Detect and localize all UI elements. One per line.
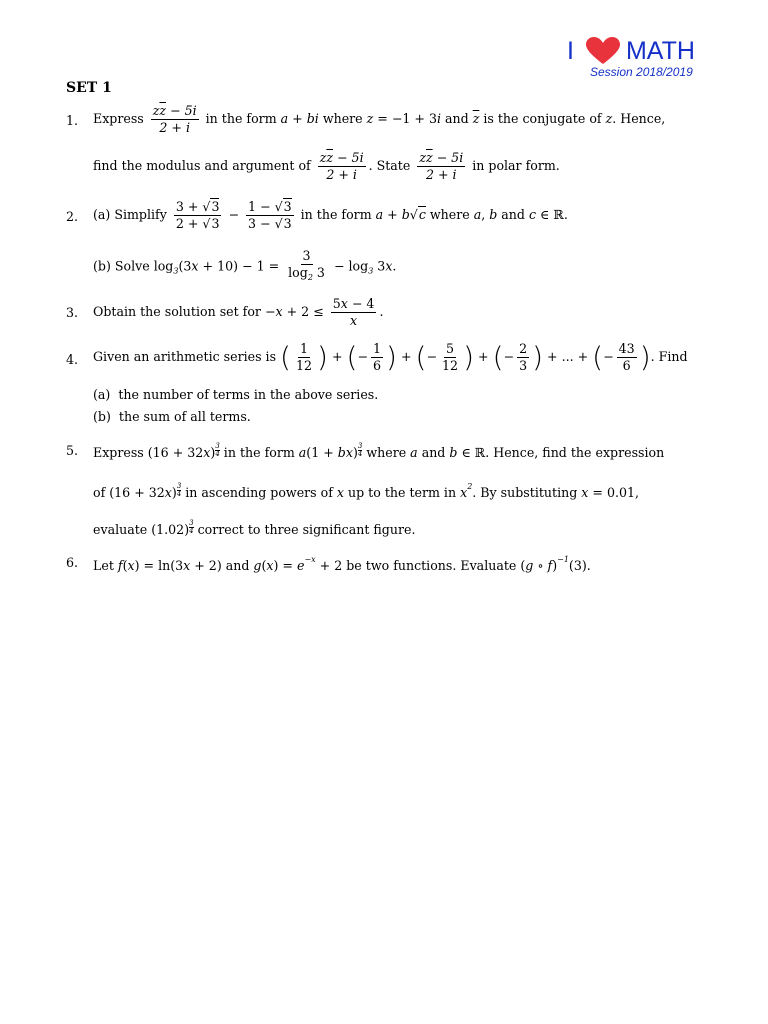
question-line: evaluate (1.02) $\frac{3}{4}$ correct to three significant figure. [93, 519, 416, 537]
question-line: Given an arithmetic series is ( $\frac{1}{12}$ ) + (− $\frac{1}{6}$ ) + (− $\frac{5}{12}$ ) + (− $\frac{2}{3}$ ) + ... + (− $\frac{43}{6}$ ). Find [93, 340, 688, 374]
question-number: 3. [66, 305, 79, 320]
brand-left-text: I [567, 36, 574, 65]
question-line: Express (16 + 32x) $\frac{3}{4}$ in the form a(1 + bx) $\frac{3}{4}$ where a and b ∈ ℝ. Hence, find the expression [93, 442, 665, 460]
question-number: 1. [66, 113, 79, 128]
question-number: 2. [66, 209, 79, 224]
session-label: Session 2018/2019 [590, 65, 693, 79]
brand-right-text: MATH [625, 36, 695, 65]
question-line: Obtain the solution set for −x + 2 ≤ $\frac{5x - 4}{x}$ . [93, 296, 384, 328]
heart-icon [586, 37, 620, 65]
question-line: (b) the sum of all terms. [93, 409, 251, 424]
question-line: Express $\frac{z\overline{z} - 5i}{2 + i}$ in the form a + bi where z = −1 + 3i and $\overline{z}$ is the conjugate of z. Hence, [93, 103, 666, 135]
question-number: 6. [66, 555, 79, 570]
question-line: (b) Solve $\log_3(3x + 10) - 1$ = $\frac{3}{\log_2 3}$ − $\log_3 3x$. [93, 248, 397, 282]
set-title: SET 1 [66, 80, 112, 96]
question-line: (a) Simplify $\frac{3 + √3}{2 + √3}$ − $\frac{1 - √3}{3 - √3}$ in the form a + b√c where a, b and c ∈ ℝ. [93, 199, 568, 231]
question-number: 4. [66, 352, 79, 367]
brand-logo [567, 36, 695, 66]
question-line: Let f(x) = ln(3x + 2) and $g(x) = e^{-x} + 2$ be two functions. Evaluate (g ∘ f)$^{-1}$(3). [93, 555, 591, 573]
question-number: 5. [66, 443, 79, 458]
question-line: (a) the number of terms in the above series. [93, 387, 379, 402]
question-line: of (16 + 32x) $\frac{3}{4}$ in ascending powers of x up to the term in $x^2$. By substituting x = 0.01, [93, 482, 640, 500]
question-line: find the modulus and argument of $\frac{z\overline{z} - 5i}{2 + i}$ . State $\frac{z\overline{z} - 5i}{2 + i}$ in polar form. [93, 150, 560, 182]
